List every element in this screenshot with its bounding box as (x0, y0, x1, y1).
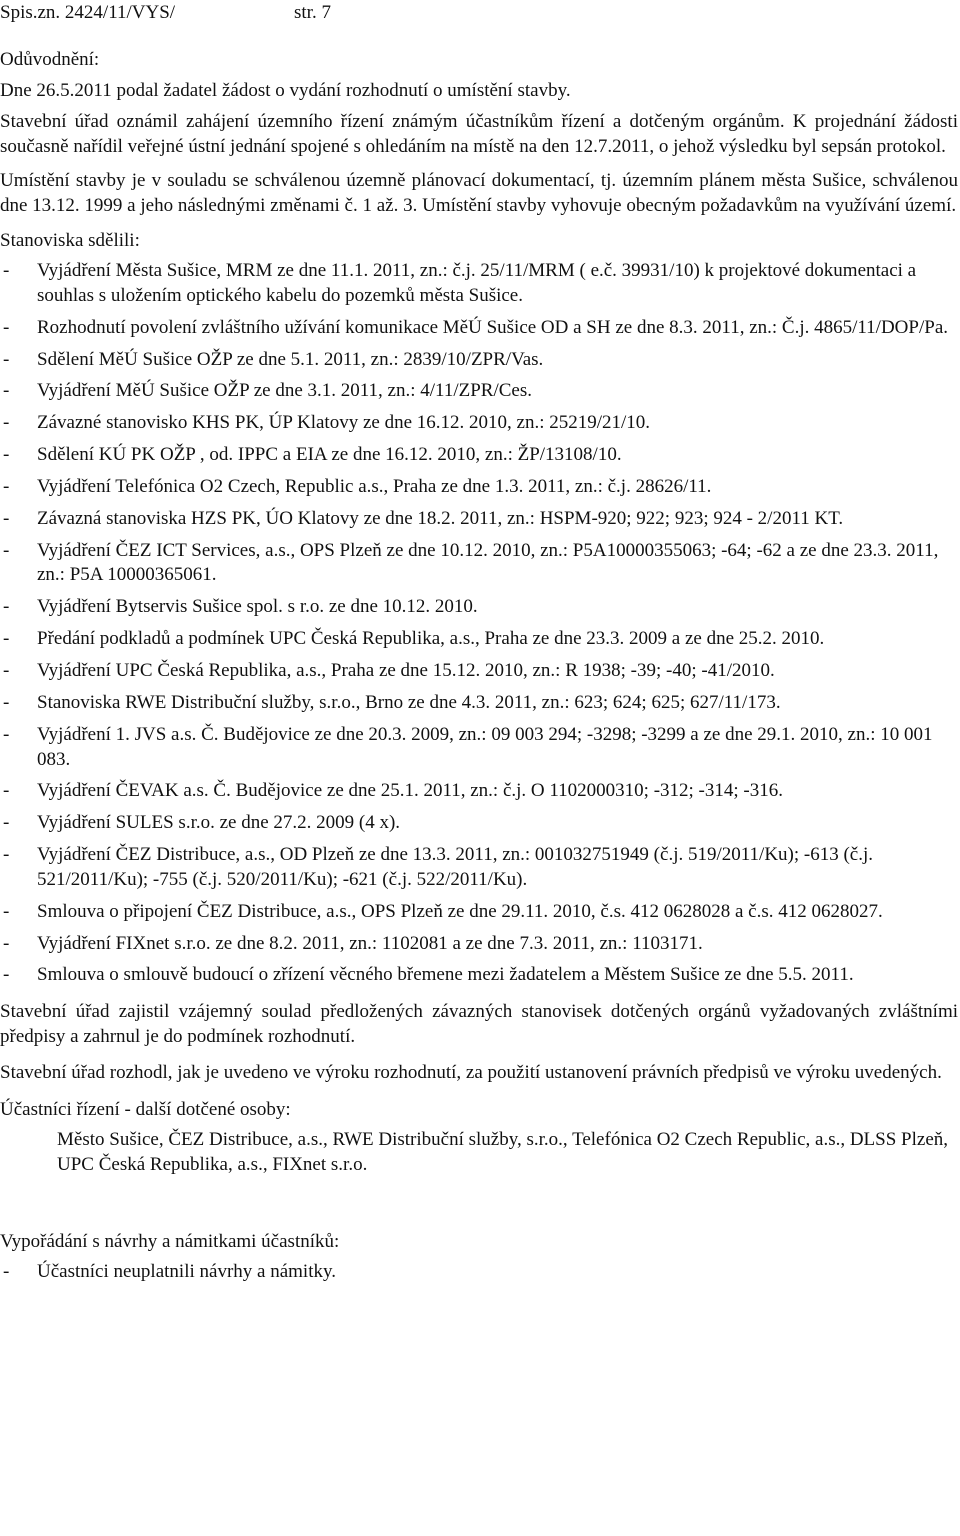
list-item: - Vyjádření 1. JVS a.s. Č. Budějovice ze dne 20.3. 2009, zn.: 09 003 294; -3298; -3299 a ze dne 29.1. 2010, zn.: 10 001 083. (0, 723, 958, 772)
list-item: - Rozhodnutí povolení zvláštního užívání komunikace MěÚ Sušice OD a SH ze dne 8.3. 2011, zn.: Č.j. 4865/11/DOP/Pa. (0, 316, 958, 341)
paragraph-umisteni: Umístění stavby je v souladu se schválenou územně plánovací dokumentací, tj. územním plánem města Sušice, schválenou dne 13.12. 1999 a jeho následnými změnami č. 1 až. 3. Umístění stavby vyhovuje obecným požadavkům na využívání území. (0, 170, 958, 216)
list-item: - Vyjádření Města Sušice, MRM ze dne 11.1. 2011, zn.: č.j. 25/11/MRM ( e.č. 39931/10) k projektové dokumentaci a souhlas s uložením optického kabelu do pozemků města Sušice. (0, 259, 958, 308)
stanoviska-list (0, 259, 958, 988)
section-title-stanoviska: Stanoviska sdělili: (0, 229, 140, 251)
list-item: - Předání podkladů a podmínek UPC Česká Republika, a.s., Praha ze dne 23.3. 2009 a ze dne 25.2. 2010. (0, 627, 958, 652)
list-item: - Vyjádření Bytservis Sušice spol. s r.o. ze dne 10.12. 2010. (0, 595, 958, 620)
list-item: - Závazná stanoviska HZS PK, ÚO Klatovy ze dne 18.2. 2011, zn.: HSPM-920; 922; 923; 924 - 2/2011 KT. (0, 507, 958, 532)
list-item: - Účastníci neuplatnili návrhy a námitky. (0, 1260, 958, 1285)
list-item: - Vyjádření ČEVAK a.s. Č. Budějovice ze dne 25.1. 2011, zn.: č.j. O 1102000310; -312; -314; -316. (0, 779, 958, 804)
list-item: - Vyjádření ČEZ ICT Services, a.s., OPS Plzeň ze dne 10.12. 2010, zn.: P5A10000355063; -64; -62 a ze dne 23.3. 2011, zn.: P5A 10000365061. (0, 539, 958, 588)
file-reference: Spis.zn. 2424/11/VYS/ (0, 2, 176, 23)
list-item: - Stanoviska RWE Distribuční služby, s.r.o., Brno ze dne 4.3. 2011, zn.: 623; 624; 625; 627/11/173. (0, 691, 958, 716)
paragraph-zadost: Dne 26.5.2011 podal žadatel žádost o vydání rozhodnutí o umístění stavby. (0, 79, 571, 101)
list-item: - Sdělení KÚ PK OŽP , od. IPPC a EIA ze dne 16.12. 2010, zn.: ŽP/13108/10. (0, 443, 958, 468)
list-item: - Vyjádření MěÚ Sušice OŽP ze dne 3.1. 2011, zn.: 4/11/ZPR/Ces. (0, 379, 958, 404)
paragraph-rozhodl: Stavební úřad rozhodl, jak je uvedeno ve výroku rozhodnutí, za použití ustanovení právních předpisů ve výroku uvedených. (0, 1062, 942, 1084)
spacer (0, 1178, 958, 1230)
page-header (0, 0, 960, 26)
list-item: - Vyjádření FIXnet s.r.o. ze dne 8.2. 2011, zn.: 1102081 a ze dne 7.3. 2011, zn.: 1103171. (0, 932, 958, 957)
list-item: - Vyjádření UPC Česká Republika, a.s., Praha ze dne 15.12. 2010, zn.: R 1938; -39; -40; -41/2010. (0, 659, 958, 684)
section-title-oduvodneni: Odůvodnění: (0, 49, 100, 70)
paragraph-soulad: Stavební úřad zajistil vzájemný soulad předložených závazných stanovisek dotčených orgánů vyžadovaných zvláštními předpisy a zahrnul je do podmínek rozhodnutí. (0, 1001, 958, 1047)
paragraph-zahajeni: Stavební úřad oznámil zahájení územního řízení známým účastníkům řízení a dotčeným orgánům. K projednání žádosti současně nařídil veřejné ústní jednání spojené s ohledáním na místě na den 12.7.2011, o jehož výsledku byl sepsán protokol. (0, 111, 958, 157)
page-number: str. 7 (294, 2, 331, 23)
list-item: - Sdělení MěÚ Sušice OŽP ze dne 5.1. 2011, zn.: 2839/10/ZPR/Vas. (0, 348, 958, 373)
vyporadani-list (0, 1260, 958, 1285)
ucastnici-list: Město Sušice, ČEZ Distribuce, a.s., RWE Distribuční služby, s.r.o., Telefónica O2 Czech Republic, a.s., DLSS Plzeň, UPC Česká Republika, a.s., FIXnet s.r.o. (57, 1129, 949, 1176)
list-item: - Vyjádření SULES s.r.o. ze dne 27.2. 2009 (4 x). (0, 811, 958, 836)
list-item: - Závazné stanovisko KHS PK, ÚP Klatovy ze dne 16.12. 2010, zn.: 25219/21/10. (0, 411, 958, 436)
list-item: - Vyjádření ČEZ Distribuce, a.s., OD Plzeň ze dne 13.3. 2011, zn.: 001032751949 (č.j. 519/2011/Ku); -613 (č.j. 521/2011/Ku); -755 (č.j. 520/2011/Ku); -621 (č.j. 522/2011/Ku). (0, 843, 958, 892)
list-item: - Smlouva o připojení ČEZ Distribuce, a.s., OPS Plzeň ze dne 29.11. 2010, č.s. 412 0628028 a č.s. 412 0628027. (0, 900, 958, 925)
section-title-vyporadani: Vypořádání s návrhy a námitkami účastníků: (0, 1230, 340, 1252)
list-item: - Smlouva o smlouvě budoucí o zřízení věcného břemene mezi žadatelem a Městem Sušice ze dne 5.5. 2011. (0, 963, 958, 988)
section-title-ucastnici: Účastníci řízení - další dotčené osoby: (0, 1098, 291, 1120)
list-item: - Vyjádření Telefónica O2 Czech, Republic a.s., Praha ze dne 1.3. 2011, zn.: č.j. 28626/11. (0, 475, 958, 500)
document-body (0, 48, 958, 1292)
